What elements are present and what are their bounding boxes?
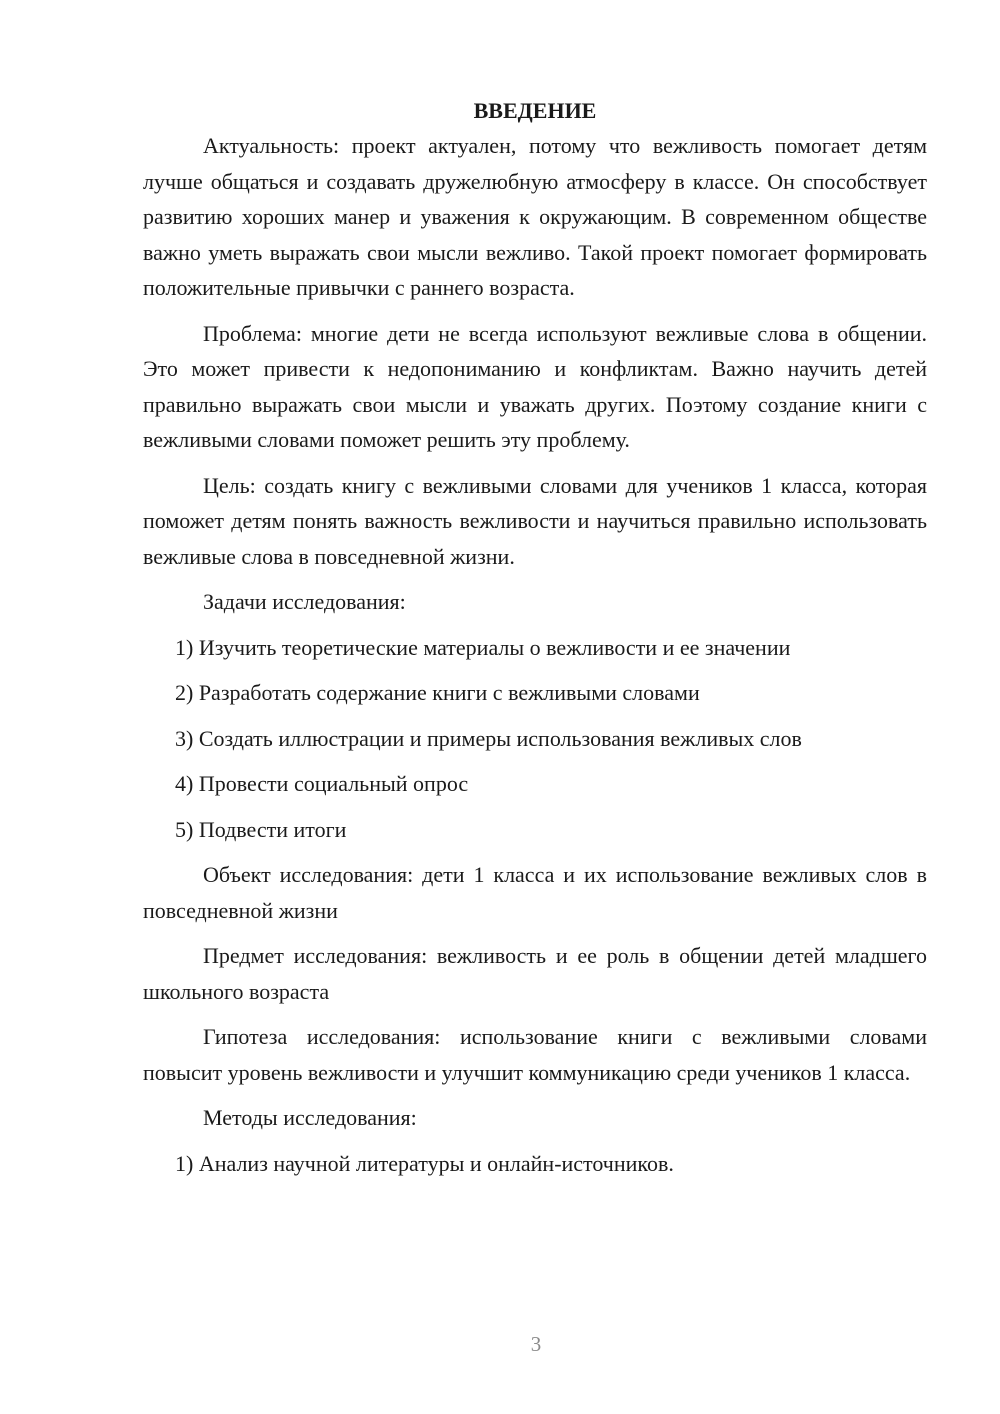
list-item: 1) Анализ научной литературы и онлайн-источников. bbox=[175, 1150, 674, 1176]
list-item: 2) Разработать содержание книги с вежливыми словами bbox=[175, 680, 700, 705]
problem-paragraph: Проблема: многие дети не всегда используют вежливые слова в общении. Это может привести к недопониманию и конфликтам. Важно научить детей правильно выражать свои мысли и уважать других. Поэтому создание книги с вежливыми словами поможет решить эту проблему. bbox=[143, 320, 927, 452]
list-item: 1) Изучить теоретические материалы о вежливости и ее значении bbox=[175, 634, 791, 660]
hypothesis-paragraph: Гипотеза исследования: использование книги с вежливыми словами повысит уровень вежливости и улучшит коммуникацию среди учеников 1 класса. bbox=[143, 1024, 927, 1085]
methods-list bbox=[143, 1146, 927, 1182]
list-item: 4) Провести социальный опрос bbox=[175, 771, 469, 796]
relevance-paragraph: Актуальность: проект актуален, потому что вежливость помогает детям лучше общаться и создавать дружелюбную атмосферу в классе. Он способствует развитию хороших манер и уважения к окружающим. В современном обществе важно уметь выражать свои мысли вежливо. Такой проект помогает формировать положительные привычки с раннего возраста. bbox=[143, 133, 927, 300]
object-paragraph: Объект исследования: дети 1 класса и их использование вежливых слов в повседневной жизни bbox=[143, 862, 927, 923]
section-heading: ВВЕДЕНИЕ bbox=[473, 98, 597, 123]
page-number: 3 bbox=[530, 1332, 542, 1356]
goal-paragraph: Цель: создать книгу с вежливыми словами для учеников 1 класса, которая поможет детям понять важность вежливости и научиться правильно использовать вежливые слова в повседневной жизни. bbox=[143, 472, 927, 569]
list-item: 3) Создать иллюстрации и примеры использования вежливых слов bbox=[175, 725, 802, 751]
tasks-title: Задачи исследования: bbox=[203, 589, 406, 614]
tasks-list bbox=[143, 630, 927, 848]
subject-paragraph: Предмет исследования: вежливость и ее роль в общении детей младшего школьного возраста bbox=[143, 943, 927, 1004]
document-page bbox=[143, 93, 927, 1191]
methods-title: Методы исследования: bbox=[203, 1105, 417, 1130]
list-item: 5) Подвести итоги bbox=[175, 816, 347, 842]
